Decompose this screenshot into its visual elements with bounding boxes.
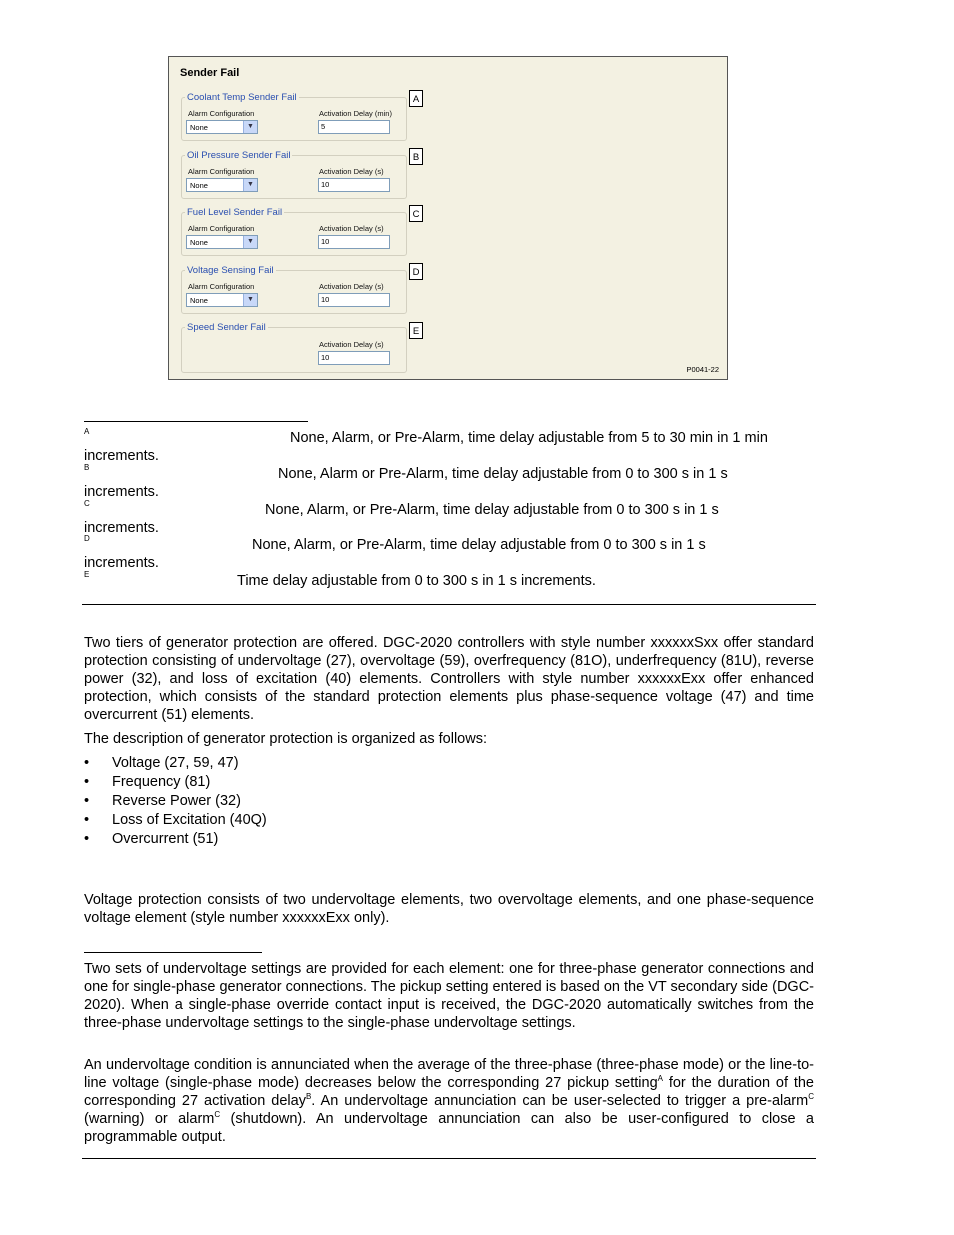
text-run: for the duration of the corresponding 27 activation delay <box>84 1075 814 1109</box>
activation-delay-label: Activation Delay (s) <box>319 224 384 233</box>
chevron-down-icon[interactable]: ▼ <box>243 121 257 133</box>
callout-label: C <box>409 205 423 222</box>
superscript: C <box>214 1110 221 1119</box>
list-item-text: Loss of Excitation (40Q) <box>112 812 267 828</box>
list-item-text: Voltage (27, 59, 47) <box>112 755 239 771</box>
list-item <box>84 754 239 773</box>
alarm-config-select[interactable] <box>186 178 258 192</box>
text-run: (shutdown). An undervoltage annunciation can also be user-configured to close a programmable output. <box>84 1111 814 1145</box>
bullet-dot: • <box>84 812 90 828</box>
alarm-config-select[interactable] <box>186 293 258 307</box>
bullet-dot: • <box>84 755 90 771</box>
alarm-config-value: None <box>190 296 208 305</box>
activation-delay-input[interactable]: 10 <box>318 351 390 365</box>
figure-id: P0041-22 <box>686 365 719 374</box>
list-item-text: Overcurrent (51) <box>112 831 219 847</box>
bullet-dot: • <box>84 774 90 790</box>
sender-fail-screenshot <box>168 56 728 380</box>
alarm-config-label: Alarm Configuration <box>188 167 255 176</box>
footnote-mark: E <box>84 570 90 579</box>
group-legend: Speed Sender Fail <box>187 322 266 333</box>
activation-delay-label: Activation Delay (min) <box>319 109 392 118</box>
callout-label: E <box>409 322 423 339</box>
paragraph-protection-tiers: Two tiers of generator protection are offered. DGC-2020 controllers with style number xxxxxxSxx offer standard protection consisting of undervoltage (27), overvoltage (59), overfrequency (81O), underfrequency (81U), reverse power (32), and loss of excitation (40) elements. Controllers with style number xxxxxxExx offer enhanced protection, which consists of the standard protection elements plus phase-sequence voltage (47) and time overcurrent (51) elements. <box>84 635 814 723</box>
activation-delay-label: Activation Delay (s) <box>319 282 384 291</box>
subsection-rule <box>84 952 262 953</box>
callout-label: D <box>409 263 423 280</box>
group-legend: Oil Pressure Sender Fail <box>187 150 291 161</box>
text-run: (warning) or alarm <box>84 1111 215 1127</box>
footnote-continuation: increments. <box>84 555 159 571</box>
alarm-config-value: None <box>190 238 208 247</box>
callout-label: B <box>409 148 423 165</box>
bullet-dot: • <box>84 793 90 809</box>
footnote-continuation: increments. <box>84 448 159 464</box>
list-item <box>84 792 241 811</box>
text-run: . An undervoltage annunciation can be user-selected to trigger a pre-alarm <box>311 1093 809 1109</box>
activation-delay-input[interactable]: 10 <box>318 178 390 192</box>
footnote-text: None, Alarm or Pre-Alarm, time delay adjustable from 0 to 300 s in 1 s <box>278 466 728 482</box>
footnote-continuation: increments. <box>84 484 159 500</box>
alarm-config-value: None <box>190 181 208 190</box>
group-voltage-sensing-fail <box>181 265 420 314</box>
group-coolant-temp-sender-fail <box>181 92 420 141</box>
group-speed-sender-fail <box>181 322 420 373</box>
group-fuel-level-sender-fail <box>181 207 420 256</box>
activation-delay-label: Activation Delay (s) <box>319 340 384 349</box>
footnote-text: None, Alarm, or Pre-Alarm, time delay adjustable from 0 to 300 s in 1 s <box>265 502 719 518</box>
alarm-config-value: None <box>190 123 208 132</box>
alarm-config-select[interactable] <box>186 120 258 134</box>
list-item <box>84 830 218 849</box>
chevron-down-icon[interactable]: ▼ <box>243 236 257 248</box>
activation-delay-input[interactable]: 10 <box>318 293 390 307</box>
footnote-mark: A <box>84 427 90 436</box>
group-legend: Voltage Sensing Fail <box>187 265 274 276</box>
paragraph-undervoltage-settings: Two sets of undervoltage settings are provided for each element: one for three-phase generator connections and one for single-phase generator connections. The pickup setting entered is based on the VT secondary side (DGC-2020). When a single-phase override contact input is received, the DGC-2020 automatically switches from the three-phase undervoltage settings to the single-phase undervoltage settings. <box>84 961 814 1031</box>
footnote-continuation: increments. <box>84 520 159 536</box>
footnote-mark: B <box>84 463 90 472</box>
paragraph-undervoltage-condition <box>84 1056 814 1146</box>
text-run: An undervoltage condition is annunciated when the average of the three-phase (three-phase mode) or the line-to-line voltage (single-phase mode) decreases below the corresponding 27 pickup setting <box>84 1057 814 1091</box>
bottom-rule <box>82 1158 816 1159</box>
footnote-rule <box>84 421 308 422</box>
group-legend: Coolant Temp Sender Fail <box>187 92 297 103</box>
activation-delay-input[interactable]: 5 <box>318 120 390 134</box>
superscript: C <box>808 1092 814 1101</box>
alarm-config-label: Alarm Configuration <box>188 109 255 118</box>
superscript: A <box>657 1074 663 1083</box>
paragraph-voltage-protection: Voltage protection consists of two undervoltage elements, two overvoltage elements, and one phase-sequence voltage element (style number xxxxxxExx only). <box>84 892 814 926</box>
group-oil-pressure-sender-fail <box>181 150 420 199</box>
alarm-config-select[interactable] <box>186 235 258 249</box>
list-item-text: Reverse Power (32) <box>112 793 241 809</box>
alarm-config-label: Alarm Configuration <box>188 224 255 233</box>
group-legend: Fuel Level Sender Fail <box>187 207 283 218</box>
superscript: B <box>305 1092 312 1101</box>
footnote-text: None, Alarm, or Pre-Alarm, time delay adjustable from 5 to 30 min in 1 min <box>290 430 768 446</box>
activation-delay-input[interactable]: 10 <box>318 235 390 249</box>
bullet-dot: • <box>84 831 90 847</box>
list-item <box>84 773 210 792</box>
callout-label: A <box>409 90 423 107</box>
chevron-down-icon[interactable]: ▼ <box>243 179 257 191</box>
section-rule <box>82 604 816 605</box>
footnote-mark: D <box>84 534 90 543</box>
list-item <box>84 811 267 830</box>
footnote-text: Time delay adjustable from 0 to 300 s in 1 s increments. <box>237 573 596 589</box>
alarm-config-label: Alarm Configuration <box>188 282 255 291</box>
panel-title: Sender Fail <box>180 67 240 79</box>
footnote-text: None, Alarm, or Pre-Alarm, time delay adjustable from 0 to 300 s in 1 s <box>252 537 706 553</box>
activation-delay-label: Activation Delay (s) <box>319 167 384 176</box>
list-item-text: Frequency (81) <box>112 774 211 790</box>
footnote-mark: C <box>84 499 90 508</box>
paragraph-organization: The description of generator protection is organized as follows: <box>84 731 487 747</box>
chevron-down-icon[interactable]: ▼ <box>243 294 257 306</box>
